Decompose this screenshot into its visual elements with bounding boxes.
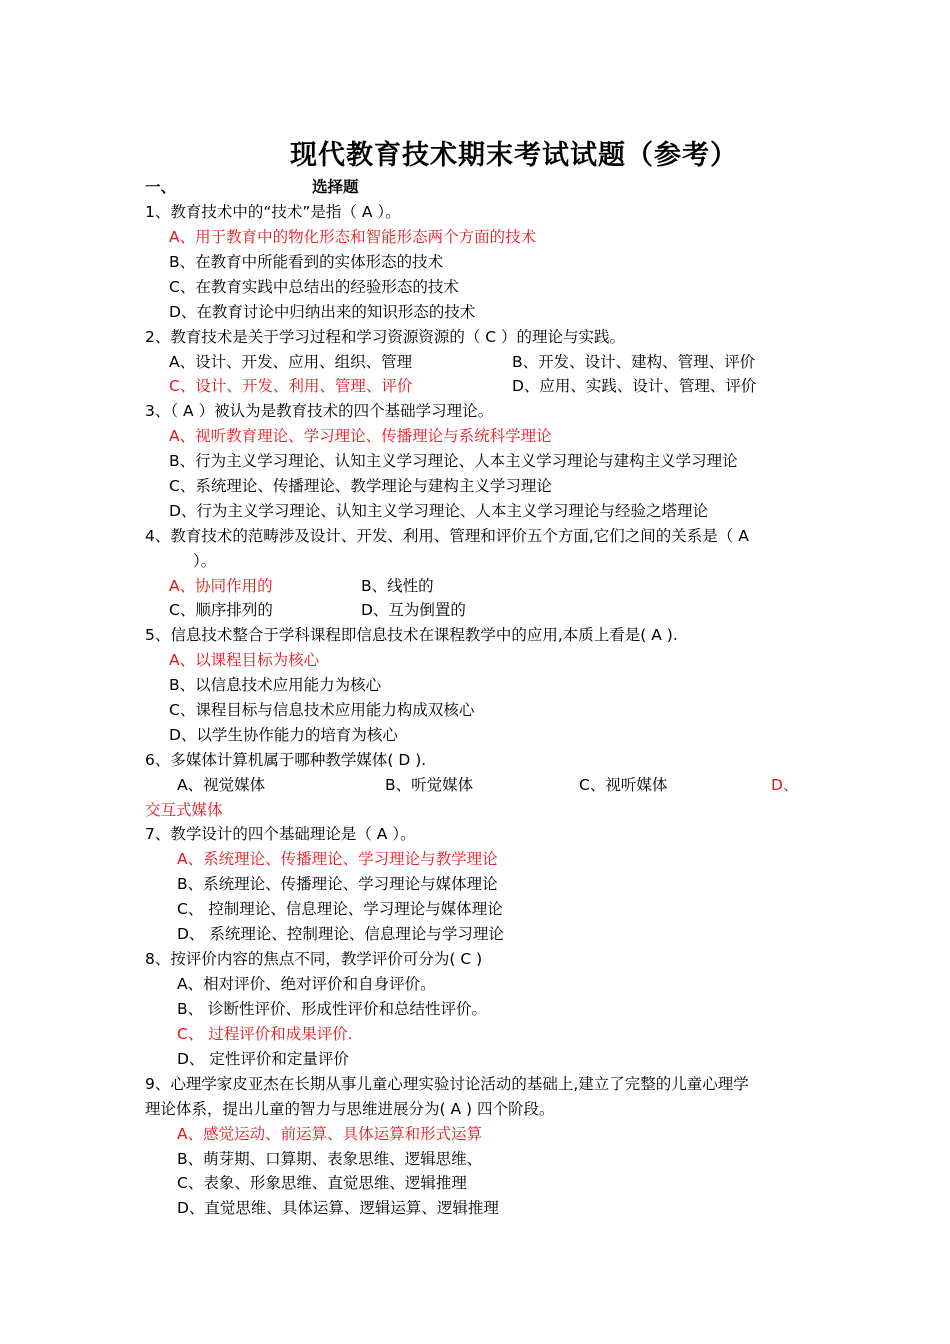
section-number: 一、: [145, 178, 177, 196]
question-4-option-a: A、协同作用的: [169, 577, 273, 595]
question-2-option-d: D、应用、实践、设计、管理、评价: [512, 377, 757, 395]
question-1-option-a: A、用于教育中的物化形态和智能形态两个方面的技术: [169, 228, 537, 246]
question-9-option-d: D、直觉思维、具体运算、逻辑运算、逻辑推理: [177, 1199, 499, 1217]
question-7-option-c: C、 控制理论、信息理论、学习理论与媒体理论: [177, 900, 503, 918]
question-9-stem-continued: 理论体系，提出儿童的智力与思维进展分为( A ) 四个阶段。: [145, 1100, 555, 1118]
question-1-stem: 1、教育技术中的“技术”是指（ A ）。: [145, 203, 401, 221]
question-2-option-c: C、设计、开发、利用、管理、评价: [169, 377, 413, 395]
question-6-option-a: A、视觉媒体: [177, 776, 266, 794]
question-5-option-c: C、课程目标与信息技术应用能力构成双核心: [169, 701, 475, 719]
question-5-option-a: A、以课程目标为核心: [169, 651, 320, 669]
question-3-stem: 3、（ A ）被认为是教育技术的四个基础学习理论。: [145, 402, 494, 420]
question-8-option-b: B、 诊断性评价、形成性评价和总结性评价。: [177, 1000, 488, 1018]
question-6-option-c: C、视听媒体: [579, 776, 668, 794]
question-4-option-c: C、顺序排列的: [169, 601, 273, 619]
question-4-option-b: B、线性的: [361, 577, 434, 595]
question-1-option-b: B、在教育中所能看到的实体形态的技术: [169, 253, 444, 271]
section-label: 选择题: [312, 178, 359, 196]
question-3-option-a: A、视听教育理论、学习理论、传播理论与系统科学理论: [169, 427, 552, 445]
question-8-option-a: A、相对评价、绝对评价和自身评价。: [177, 975, 436, 993]
question-7-option-d: D、 系统理论、控制理论、信息理论与学习理论: [177, 925, 504, 943]
question-9-option-c: C、表象、形象思维、直觉思维、逻辑推理: [177, 1174, 467, 1192]
question-5-stem: 5、信息技术整合于学科课程即信息技术在课程教学中的应用,本质上看是( A ).: [145, 626, 678, 644]
question-6-option-b: B、听觉媒体: [385, 776, 474, 794]
question-2-stem: 2、教育技术是关于学习过程和学习资源资源的（ C ）的理论与实践。: [145, 328, 626, 346]
question-8-stem: 8、按评价内容的焦点不同，教学评价可分为( C ): [145, 950, 483, 968]
question-2-option-b: B、开发、设计、建构、管理、评价: [512, 353, 756, 371]
question-1-option-d: D、在教育讨论中归纳出来的知识形态的技术: [169, 303, 476, 321]
question-5-option-b: B、以信息技术应用能力为核心: [169, 676, 382, 694]
question-4-stem-continued: ）。: [193, 552, 217, 570]
question-7-stem: 7、教学设计的四个基础理论是（ A ）。: [145, 825, 416, 843]
question-2-option-a: A、设计、开发、应用、组织、管理: [169, 353, 413, 371]
question-9-option-b: B、萌芽期、口算期、表象思维、逻辑思维、: [177, 1150, 483, 1168]
question-6-stem: 6、多媒体计算机属于哪种教学媒体( D ).: [145, 751, 427, 769]
question-7-option-b: B、系统理论、传播理论、学习理论与媒体理论: [177, 875, 498, 893]
question-8-option-c: C、 过程评价和成果评价.: [177, 1025, 353, 1043]
page-title: 现代教育技术期末考试试题（参考）: [290, 140, 738, 171]
question-5-option-d: D、以学生协作能力的培育为核心: [169, 726, 398, 744]
question-8-option-d: D、 定性评价和定量评价: [177, 1050, 349, 1068]
question-3-option-b: B、行为主义学习理论、认知主义学习理论、人本主义学习理论与建构主义学习理论: [169, 452, 738, 470]
question-1-option-c: C、在教育实践中总结出的经验形态的技术: [169, 278, 459, 296]
question-9-option-a: A、感觉运动、前运算、具体运算和形式运算: [177, 1125, 483, 1143]
question-3-option-c: C、系统理论、传播理论、教学理论与建构主义学习理论: [169, 477, 552, 495]
question-4-stem: 4、教育技术的范畴涉及设计、开发、利用、管理和评价五个方面,它们之间的关系是（ A: [145, 527, 749, 545]
question-6-option-d-marker: D、: [771, 776, 799, 794]
question-7-option-a: A、系统理论、传播理论、学习理论与教学理论: [177, 850, 498, 868]
question-6-option-d-text: 交互式媒体: [145, 801, 223, 819]
question-4-option-d: D、互为倒置的: [361, 601, 466, 619]
question-9-stem: 9、心理学家皮亚杰在长期从事儿童心理实验讨论活动的基础上,建立了完整的儿童心理学: [145, 1075, 749, 1093]
question-3-option-d: D、行为主义学习理论、认知主义学习理论、人本主义学习理论与经验之塔理论: [169, 502, 708, 520]
